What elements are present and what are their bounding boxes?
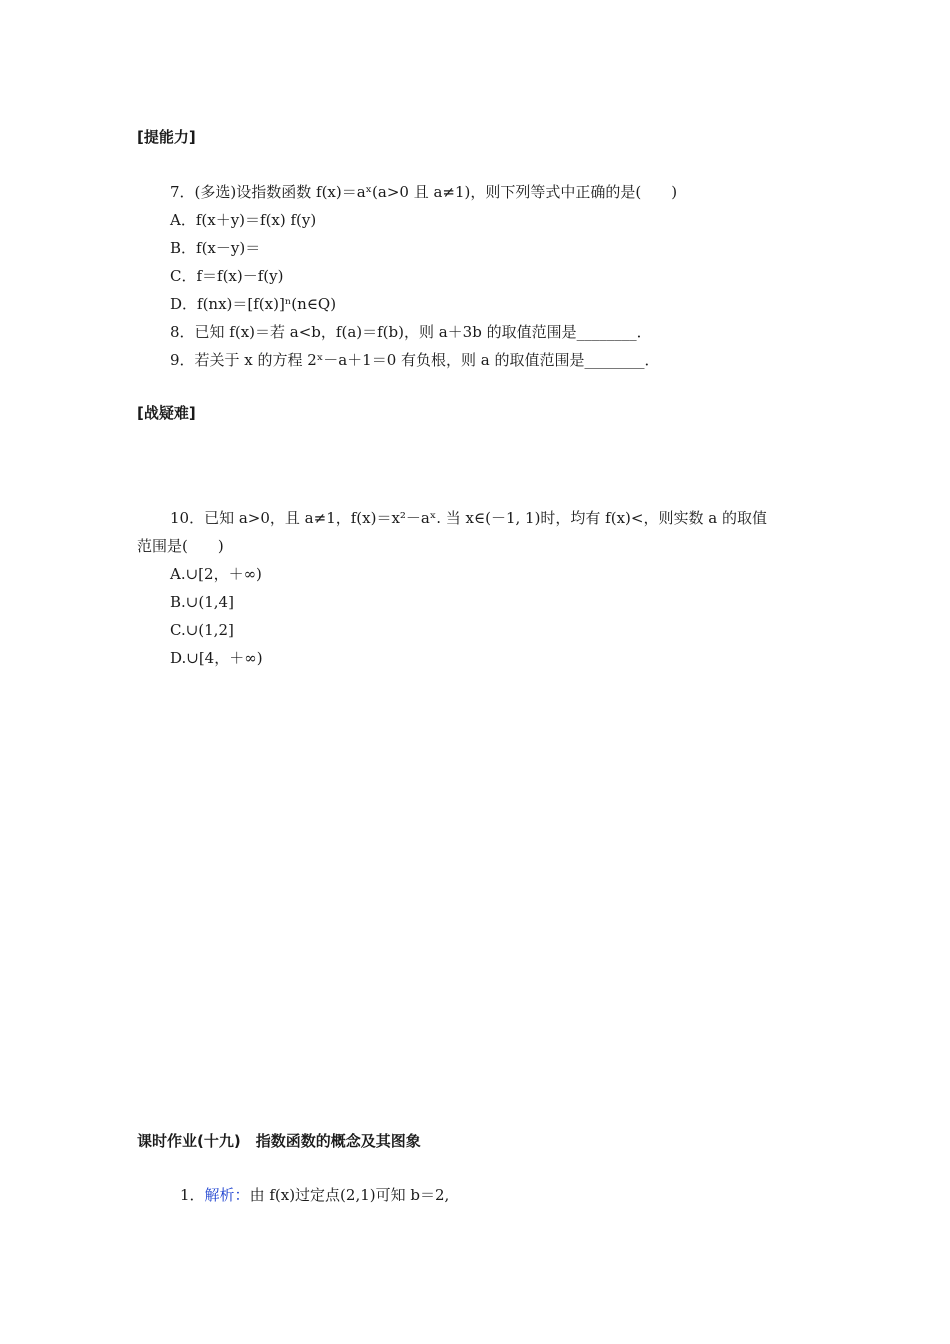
question-10-stem-line2: 范围是( )	[137, 537, 224, 555]
question-10-option-c: C.∪(1,2]	[170, 621, 234, 639]
question-7-option-a: A．f(x＋y)＝f(x) f(y)	[170, 211, 317, 229]
question-8: 8．已知 f(x)＝若 a<b，f(a)＝f(b)，则 a＋3b 的取值范围是________．	[170, 323, 652, 341]
section-heading-improve: [提能力]	[137, 128, 196, 146]
question-10-stem-line1: 10．已知 a>0，且 a≠1，f(x)＝x²－aˣ. 当 x∈(－1, 1)时，均有 f(x)<，则实数 a 的取值	[170, 509, 767, 527]
question-7-option-d: D．f(nx)＝[f(x)]ⁿ(n∈Q)	[170, 295, 337, 313]
answer-1	[180, 1185, 449, 1205]
question-10-option-d: D.∪[4，＋∞)	[170, 649, 263, 667]
answer-1-text: 由 f(x)过定点(2,1)可知 b＝2,	[249, 1186, 450, 1204]
section-heading-challenge: [战疑难]	[137, 404, 196, 422]
question-10-option-a: A.∪[2，＋∞)	[170, 565, 262, 583]
question-9: 9．若关于 x 的方程 2ˣ－a＋1＝0 有负根，则 a 的取值范围是________．	[170, 351, 660, 369]
question-7-option-b: B．f(x－y)＝	[170, 239, 261, 257]
answer-1-number: 1．	[180, 1186, 205, 1204]
section-heading-answers: 课时作业(十九) 指数函数的概念及其图象	[137, 1132, 421, 1150]
question-7-stem: 7．(多选)设指数函数 f(x)＝aˣ(a>0 且 a≠1)，则下列等式中正确的是( )	[170, 183, 678, 201]
question-10-option-b: B.∪(1,4]	[170, 593, 234, 611]
answer-1-label: 解析：	[204, 1186, 250, 1204]
question-7-option-c: C．f＝f(x)－f(y)	[170, 267, 284, 285]
